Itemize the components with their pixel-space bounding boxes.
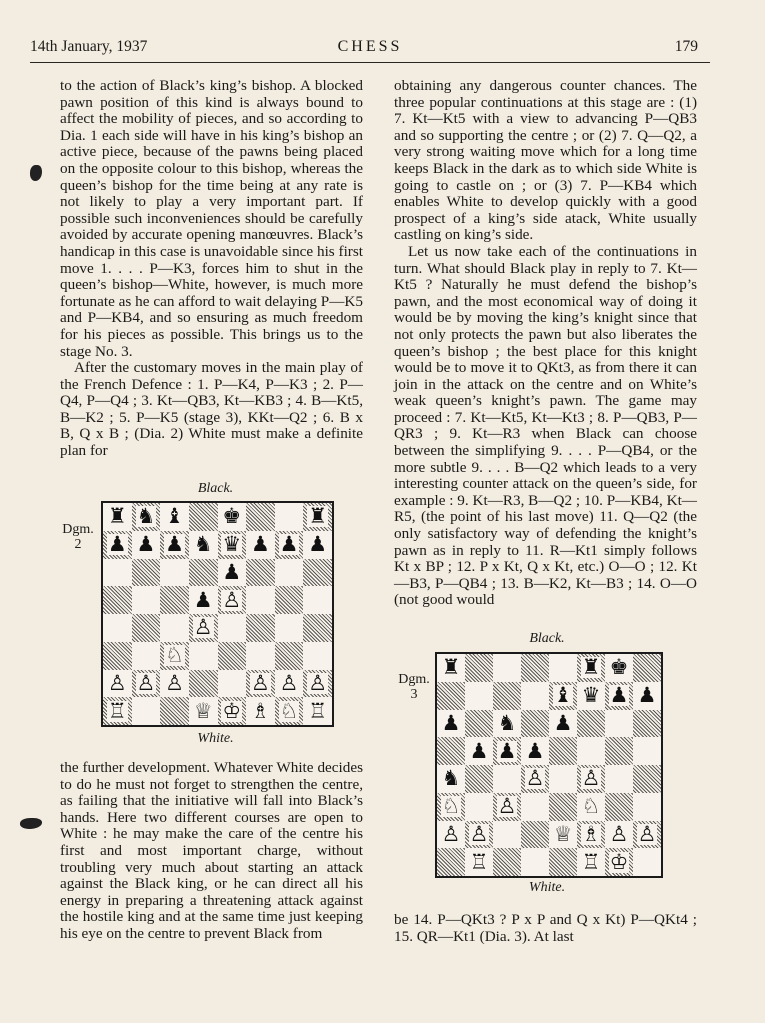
diagram-2-bottom-caption: White.	[197, 731, 234, 746]
chess-piece: ♟	[609, 683, 629, 708]
chess-piece: ♟	[441, 710, 461, 735]
board-square	[132, 614, 161, 642]
board-square	[521, 710, 549, 738]
chess-piece: ♔	[609, 849, 629, 874]
chess-piece: ♜	[107, 504, 127, 529]
chess-piece: ♞	[136, 504, 156, 529]
board-square	[246, 697, 275, 725]
board-square	[103, 559, 132, 587]
paragraph: to the action of Black’s king’s bishop. A blocked pawn position of this kind is always bound to affect the mobility of pieces, and so according to Dia. 1 each side will have in his king’s bishop an active piece, because of the pawns being placed on the opposite colour to this bishop, whereas the queen’s bishop for the time being at any rate is not likely to play a very important part. If possible such inconveniences should be carefully avoided by accurate opening manœuvres. Black’s handicap in this case is unavoidable since his first move 1. . . . P—K3, forces him to shut in the queen’s bishop—White, however, is much more fortunate as he can afford to wait delaying P—K5 and P—KB4, and so ensuring as much freedom for his pieces as possible. This brings us to the stage No. 3.	[60, 77, 363, 360]
chess-piece: ♟	[525, 738, 545, 763]
chess-piece: ♙	[525, 766, 545, 791]
chess-piece: ♞	[193, 532, 213, 557]
board-square	[577, 737, 605, 765]
board-square	[577, 765, 605, 793]
board-square	[437, 710, 465, 738]
board-square	[189, 559, 218, 587]
chess-diagram-3	[435, 652, 663, 878]
chess-piece: ♘	[279, 698, 299, 723]
board-square	[160, 531, 189, 559]
chess-piece: ♘	[441, 794, 461, 819]
board-square	[218, 670, 247, 698]
board-square	[549, 710, 577, 738]
board-square	[633, 848, 661, 876]
board-square	[275, 670, 304, 698]
chess-piece: ♛	[581, 683, 601, 708]
chess-piece: ♚	[222, 504, 242, 529]
board-square	[577, 793, 605, 821]
board-square	[605, 848, 633, 876]
board-square	[103, 697, 132, 725]
board-square	[549, 765, 577, 793]
board-square	[132, 642, 161, 670]
chess-piece: ♘	[165, 643, 184, 668]
board-square	[132, 697, 161, 725]
board-square	[577, 710, 605, 738]
chess-piece: ♟	[251, 532, 270, 557]
board-square	[160, 697, 189, 725]
chess-piece: ♟	[222, 559, 242, 584]
board-square	[493, 821, 521, 849]
board-square	[437, 654, 465, 682]
board-square	[189, 586, 218, 614]
board-square	[437, 682, 465, 710]
board-square	[605, 737, 633, 765]
board-square	[493, 793, 521, 821]
chess-piece: ♙	[279, 670, 299, 695]
board-square	[160, 559, 189, 587]
column-left-bottom	[60, 760, 363, 943]
board-square	[521, 654, 549, 682]
chess-piece: ♕	[193, 698, 213, 723]
running-header	[30, 38, 710, 63]
column-right-bottom	[394, 912, 697, 945]
board-square	[246, 642, 275, 670]
board-square	[633, 654, 661, 682]
board-square	[160, 586, 189, 614]
chess-piece: ♟	[469, 738, 489, 763]
diagram-label-text: Dgm.	[62, 522, 94, 537]
board-square	[465, 848, 493, 876]
board-square	[275, 697, 304, 725]
board-square	[103, 503, 132, 531]
board-square	[275, 503, 304, 531]
board-square	[549, 848, 577, 876]
board-square	[521, 765, 549, 793]
chess-piece: ♙	[308, 670, 328, 695]
board-square	[218, 697, 247, 725]
board-square	[437, 765, 465, 793]
board-square	[577, 848, 605, 876]
chess-piece: ♚	[609, 655, 629, 680]
chess-piece: ♛	[222, 532, 242, 557]
board-square	[605, 682, 633, 710]
board-square	[521, 821, 549, 849]
ink-blot-mark	[30, 165, 42, 181]
board-square	[493, 710, 521, 738]
board-square	[577, 821, 605, 849]
chess-piece: ♔	[222, 698, 242, 723]
chess-piece: ♘	[581, 794, 601, 819]
chess-piece: ♖	[107, 698, 127, 723]
board-square	[465, 682, 493, 710]
chess-piece: ♜	[581, 655, 601, 680]
board-square	[633, 821, 661, 849]
board-square	[437, 793, 465, 821]
board-square	[246, 586, 275, 614]
chess-piece: ♞	[497, 710, 517, 735]
board-square	[303, 670, 332, 698]
board-square	[465, 793, 493, 821]
board-square	[303, 559, 332, 587]
board-square	[465, 654, 493, 682]
board-square	[246, 559, 275, 587]
board-square	[275, 614, 304, 642]
board-square	[605, 654, 633, 682]
chess-piece: ♜	[308, 504, 328, 529]
column-right-top	[394, 78, 697, 609]
diagram-number: 2	[74, 537, 82, 552]
paragraph: obtaining any dangerous counter chances. The three popular continuations at this stage are : (1) 7. Kt—Kt5 with a view to advancing P—QB3 and so supporting the centre ; or (2) 7. Q—Q2, a very strong waiting move which for a long time keeps Black in the dark as to which side White is going to castle on ; or (3) 7. P—KB4 which enables White to develop quickly with a good prospect of a king’s side atack, White usually castling on king’s side.	[394, 77, 697, 244]
chess-piece: ♝	[165, 504, 184, 529]
chess-piece: ♟	[637, 683, 657, 708]
chess-piece: ♖	[469, 849, 489, 874]
board-square	[189, 642, 218, 670]
board-square	[103, 531, 132, 559]
chess-piece: ♟	[497, 738, 517, 763]
chess-piece: ♙	[193, 615, 213, 640]
ink-blot-mark	[20, 818, 42, 829]
chess-piece: ♟	[193, 587, 213, 612]
board-square	[132, 670, 161, 698]
board-square	[103, 642, 132, 670]
diagram-label-text: Dgm.	[398, 672, 430, 687]
chess-piece: ♙	[222, 587, 242, 612]
board-square	[275, 531, 304, 559]
diagram-3-bottom-caption: White.	[528, 880, 566, 895]
board-square	[303, 697, 332, 725]
board-square	[633, 793, 661, 821]
board-square	[160, 642, 189, 670]
chess-piece: ♙	[441, 821, 461, 846]
board-square	[218, 614, 247, 642]
chess-piece: ♙	[165, 670, 184, 695]
board-square	[132, 559, 161, 587]
board-square	[246, 503, 275, 531]
chess-piece: ♙	[251, 670, 270, 695]
board-square	[465, 765, 493, 793]
board-square	[633, 682, 661, 710]
chess-piece: ♟	[279, 532, 299, 557]
board-square	[577, 682, 605, 710]
board-square	[303, 586, 332, 614]
board-square	[549, 737, 577, 765]
chess-piece: ♖	[581, 849, 601, 874]
board-square	[160, 670, 189, 698]
chess-piece: ♖	[308, 698, 328, 723]
board-square	[303, 503, 332, 531]
diagram-number: 3	[410, 687, 418, 702]
board-square	[521, 848, 549, 876]
chess-piece: ♗	[581, 821, 601, 846]
board-square	[549, 793, 577, 821]
board-square	[132, 531, 161, 559]
chess-piece: ♟	[165, 532, 184, 557]
issue-date: 14th January, 1937	[30, 38, 148, 55]
board-square	[605, 765, 633, 793]
board-square	[493, 737, 521, 765]
board-square	[189, 503, 218, 531]
chess-piece: ♟	[107, 532, 127, 557]
paragraph: After the customary moves in the main play of the French Defence : 1. P—K4, P—K3 ; 2. P—Q4, P—Q4 ; 3. Kt—QB3, Kt—KB3 ; 4. B—Kt5, B—K2 ; 5. P—K5 (stage 3), KKt—Q2 ; 6. B x B, Q x B ; (Dia. 2) White must make a definite plan for	[60, 359, 363, 460]
board-square	[577, 654, 605, 682]
board-square	[493, 654, 521, 682]
chess-piece: ♙	[497, 794, 517, 819]
board-square	[103, 670, 132, 698]
board-square	[189, 670, 218, 698]
board-square	[437, 848, 465, 876]
board-square	[275, 559, 304, 587]
board-square	[218, 642, 247, 670]
chess-piece: ♗	[251, 698, 270, 723]
diagram-2-top-caption: Black.	[197, 481, 234, 496]
board-square	[493, 682, 521, 710]
board-square	[275, 642, 304, 670]
board-square	[103, 586, 132, 614]
board-square	[303, 531, 332, 559]
chess-piece: ♜	[441, 655, 461, 680]
board-square	[521, 682, 549, 710]
board-square	[521, 737, 549, 765]
board-square	[437, 737, 465, 765]
board-square	[275, 586, 304, 614]
board-square	[605, 793, 633, 821]
chess-piece: ♙	[581, 766, 601, 791]
chess-piece: ♙	[136, 670, 156, 695]
board-square	[633, 737, 661, 765]
board-square	[605, 710, 633, 738]
board-square	[160, 614, 189, 642]
diagram-3-label	[392, 672, 436, 702]
board-square	[549, 821, 577, 849]
board-square	[132, 503, 161, 531]
chess-piece: ♙	[107, 670, 127, 695]
diagram-3-top-caption: Black.	[529, 631, 565, 646]
board-square	[521, 793, 549, 821]
magazine-title: CHESS	[337, 38, 403, 55]
chess-piece: ♟	[136, 532, 156, 557]
board-square	[246, 531, 275, 559]
paragraph: Let us now take each of the continuations in turn. What should Black play in reply to 7. Kt—Kt5 ? Naturally he must defend the bishop’s pawn, and the most economical way of doing it would be by moving the king’s knight since that not only protects the pawn but also liberates the queen’s bishop ; the best place for this knight would be to move it to QKt3, as from there it can join in the attack on the centre and on White’s weak queen’s knight’s pawn. The game may proceed : 7. Kt—Kt5, Kt—Kt3 ; 8. P—QB3, P—QR3 ; 9. Kt—R3 when Black can choose between the simplifying 9. . . . P—QB4, or the more subtle 9. . . . B—Q2 which leads to a very interesting counter attack on the queen’s side, for example : 9. Kt—R3, B—Q2 ; 10. P—KB4, Kt—R5, (the point of his last move) 11. Q—Q2 (the only satisfactory way of defending the knight’s pawn as in reply to 11. R—Kt1 simply follows Kt x BP ; 12. P x Kt, Q x Kt, etc.) O—O ; 12. Kt—B3, P—QB4 ; 13. B—K2, Kt—B3 ; 14. O—O (not good would	[394, 242, 697, 609]
board-square	[218, 559, 247, 587]
board-square	[218, 531, 247, 559]
board-square	[465, 821, 493, 849]
paragraph: the further development. Whatever White decides to do he must not forget to strengthen the centre, as failing that the initiative will fall into Black’s hands. Here two different courses are open to White : he may make the care of the centre his first and most important charge, without troubling very much about starting an attack against the Black king, or he can direct all his energy in preparing a threatening attack against the hostile king and at the same time just keeping his eye on the centre to prevent Black from	[60, 759, 363, 942]
board-square	[303, 614, 332, 642]
board-square	[465, 737, 493, 765]
chess-piece: ♕	[553, 821, 573, 846]
board-square	[437, 821, 465, 849]
board-square	[189, 697, 218, 725]
board-square	[218, 586, 247, 614]
board-square	[465, 710, 493, 738]
board-square	[218, 503, 247, 531]
board-square	[633, 765, 661, 793]
board-square	[493, 765, 521, 793]
chess-piece: ♞	[441, 766, 461, 791]
board-square	[160, 503, 189, 531]
board-square	[246, 614, 275, 642]
board-square	[633, 710, 661, 738]
chess-piece: ♙	[609, 821, 629, 846]
board-square	[493, 848, 521, 876]
column-left-top	[60, 78, 363, 460]
board-square	[132, 586, 161, 614]
board-square	[103, 614, 132, 642]
board-square	[549, 654, 577, 682]
chess-piece: ♙	[637, 821, 657, 846]
diagram-2-label	[56, 522, 100, 552]
board-square	[189, 614, 218, 642]
board-square	[549, 682, 577, 710]
page-number: 179	[674, 38, 698, 55]
chess-piece: ♟	[553, 710, 573, 735]
board-square	[303, 642, 332, 670]
paragraph: be 14. P—QKt3 ? P x P and Q x Kt) P—QKt4 ; 15. QR—Kt1 (Dia. 3). At last	[394, 911, 697, 945]
chess-diagram-2	[101, 501, 334, 727]
chess-piece: ♝	[553, 683, 573, 708]
chess-piece: ♙	[469, 821, 489, 846]
board-square	[605, 821, 633, 849]
board-square	[246, 670, 275, 698]
board-square	[189, 531, 218, 559]
chess-piece: ♟	[308, 532, 328, 557]
